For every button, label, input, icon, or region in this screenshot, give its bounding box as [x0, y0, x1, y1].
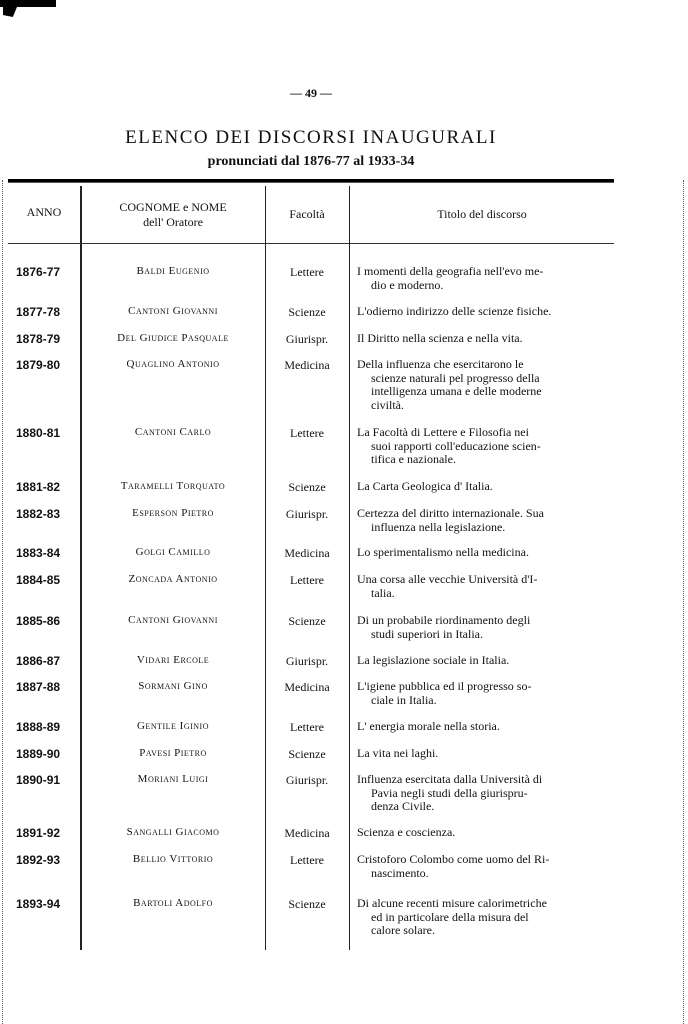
year-cell: 1883-84 [16, 546, 61, 560]
speaker-name-cell: Cantoni Giovanni [128, 305, 218, 317]
column-divider [349, 186, 350, 950]
year-cell: 1877-78 [16, 305, 61, 319]
speech-title-line: La vita nei laghi. [357, 746, 439, 760]
speech-title-cell [357, 480, 617, 494]
page-edge [683, 180, 684, 1024]
faculty-cell: Medicina [284, 546, 330, 560]
speech-title-line: tifica e nazionale. [371, 452, 456, 466]
speaker-name-cell: Cantoni Giovanni [128, 614, 218, 626]
faculty-cell: Medicina [284, 680, 330, 694]
page-subtitle: pronunciati dal 1876-77 al 1933-34 [207, 154, 415, 169]
speech-title-cell [357, 507, 617, 534]
speech-title-line: nascimento. [371, 865, 429, 880]
speech-title-line: Di un probabile riordinamento degli [357, 613, 531, 627]
speech-title-line: L' energia morale nella storia. [357, 719, 500, 733]
table-header-rule [8, 243, 614, 244]
speaker-name-cell: Esperson Pietro [132, 507, 214, 519]
speech-title-cell [357, 747, 617, 761]
year-cell: 1884-85 [16, 573, 61, 587]
table-top-rule [8, 179, 614, 183]
faculty-cell: Giurispr. [285, 332, 329, 346]
year-cell: 1891-92 [16, 826, 61, 840]
year-cell: 1887-88 [16, 680, 61, 694]
speech-title-line: La Facoltà di Lettere e Filosofia nei [357, 425, 529, 439]
header-year: ANNO [26, 205, 62, 219]
speech-title-cell [357, 573, 617, 600]
speaker-name-cell: Pavesi Pietro [139, 747, 207, 759]
faculty-cell: Giurispr. [285, 773, 329, 787]
faculty-cell: Lettere [290, 265, 324, 279]
speech-title-line: La legislazione sociale in Italia. [357, 653, 510, 667]
faculty-cell: Lettere [290, 573, 324, 587]
speech-title-line: dio e moderno. [371, 277, 444, 292]
speech-title-line: intelligenza umana e delle moderne [371, 384, 542, 398]
speech-title-line: Certezza del diritto internazionale. Sua [357, 506, 544, 520]
speech-title-cell [357, 426, 617, 467]
speech-title-cell [357, 897, 617, 938]
speaker-name-cell: Taramelli Torquato [120, 480, 226, 492]
speech-title-cell [357, 826, 617, 840]
speech-title-line: Pavia negli studi della giurispru- [371, 785, 528, 800]
year-cell: 1889-90 [16, 747, 61, 761]
speech-title-line: Scienza e coscienza. [357, 825, 456, 839]
header-name-line1: COGNOME e NOME [119, 200, 227, 214]
speech-title-line: Influenza esercitata dalla Università di [357, 772, 543, 786]
faculty-cell: Scienze [288, 747, 326, 761]
faculty-cell: Scienze [288, 897, 326, 911]
speaker-name-cell: Sormani Gino [138, 680, 208, 692]
header-title: Titolo del discorso [437, 207, 527, 221]
year-cell: 1885-86 [16, 614, 61, 628]
page-number: — 49 — [290, 86, 332, 100]
year-cell: 1882-83 [16, 507, 61, 521]
year-cell: 1890-91 [16, 773, 61, 787]
year-cell: 1881-82 [16, 480, 61, 494]
speech-title-line: Della influenza che esercitarono le [357, 357, 524, 371]
speaker-name-cell: Quaglino Antonio [126, 358, 220, 370]
speaker-name-cell: Bellio Vittorio [132, 853, 214, 865]
speech-title-line: I momenti della geografia nell'evo me- [357, 264, 544, 278]
speech-title-cell [357, 265, 617, 292]
faculty-cell: Medicina [284, 826, 330, 840]
speaker-name-cell: Golgi Camillo [135, 546, 211, 558]
speaker-name-cell: Cantoni Carlo [134, 426, 212, 438]
speech-title-line: Una corsa alle vecchie Università d'I- [357, 572, 538, 586]
speech-title-line: scienze naturali pel progresso della [371, 370, 540, 385]
faculty-cell: Scienze [288, 614, 326, 628]
year-cell: 1892-93 [16, 853, 61, 867]
year-cell: 1876-77 [16, 265, 61, 279]
year-cell: 1888-89 [16, 720, 61, 734]
faculty-cell: Lettere [290, 720, 324, 734]
speaker-name-cell: Del Giudice Pasquale [117, 332, 229, 344]
speech-title-line: civiltà. [371, 397, 404, 412]
year-cell: 1893-94 [16, 897, 61, 911]
year-cell: 1878-79 [16, 332, 61, 346]
faculty-cell: Lettere [290, 426, 324, 440]
speaker-name-cell: Sangalli Giacomo [126, 826, 220, 838]
speech-title-cell [357, 720, 617, 734]
speech-title-line: Lo sperimentalismo nella medicina. [357, 545, 529, 559]
speaker-name-cell: Vidari Ercole [136, 654, 210, 666]
faculty-cell: Giurispr. [285, 507, 329, 521]
speech-title-line: Di alcune recenti misure calorimetriche [357, 896, 547, 910]
faculty-cell: Lettere [290, 853, 324, 867]
speaker-name-cell: Gentile Iginio [136, 720, 209, 732]
speech-title-cell [357, 546, 617, 560]
page-title: ELENCO DEI DISCORSI INAUGURALI [125, 127, 497, 148]
speech-title-cell [357, 773, 617, 814]
faculty-cell: Giurispr. [285, 654, 329, 668]
header-name [82, 200, 264, 230]
speech-title-line: ed in particolare della misura del [371, 909, 529, 924]
speech-title-line: talia. [371, 585, 395, 600]
page-edge [2, 180, 3, 1024]
speech-title-cell [357, 305, 617, 319]
speech-title-line: L'igiene pubblica ed il progresso so- [357, 679, 532, 693]
speech-title-cell [357, 358, 617, 412]
speech-title-line: calore solare. [371, 923, 435, 937]
speaker-name-cell: Baldi Eugenio [136, 265, 210, 277]
speaker-name-cell: Moriani Luigi [137, 773, 209, 785]
year-cell: 1880-81 [16, 426, 61, 440]
speech-title-cell [357, 654, 617, 668]
speech-title-line: denza Civile. [371, 799, 435, 813]
speaker-name-cell: Zoncada Antonio [128, 573, 218, 585]
speaker-name-cell: Bartoli Adolfo [133, 897, 213, 909]
speech-title-cell [357, 853, 617, 880]
speech-title-line: influenza nella legislazione. [371, 519, 506, 534]
faculty-cell: Medicina [284, 358, 330, 372]
speech-title-line: studi superiori in Italia. [371, 626, 483, 641]
faculty-cell: Scienze [288, 305, 326, 319]
speech-title-line: Cristoforo Colombo come uomo del Ri- [357, 852, 550, 866]
speech-title-line: ciale in Italia. [371, 692, 437, 707]
speech-title-line: Il Diritto nella scienza e nella vita. [357, 331, 523, 345]
header-name-line2: dell' Oratore [143, 215, 203, 229]
scan-artifact [0, 0, 56, 7]
year-cell: 1886-87 [16, 654, 61, 668]
header-faculty: Facoltà [289, 207, 325, 221]
faculty-cell: Scienze [288, 480, 326, 494]
speech-title-cell [357, 614, 617, 641]
speech-title-cell [357, 680, 617, 707]
speech-title-line: La Carta Geologica d' Italia. [357, 479, 493, 493]
scan-artifact [3, 7, 17, 17]
year-cell: 1879-80 [16, 358, 61, 372]
speech-title-line: suoi rapporti coll'educazione scien- [371, 438, 541, 453]
speech-title-line: L'odierno indirizzo delle scienze fisiche. [357, 304, 552, 318]
speech-title-cell [357, 332, 617, 346]
